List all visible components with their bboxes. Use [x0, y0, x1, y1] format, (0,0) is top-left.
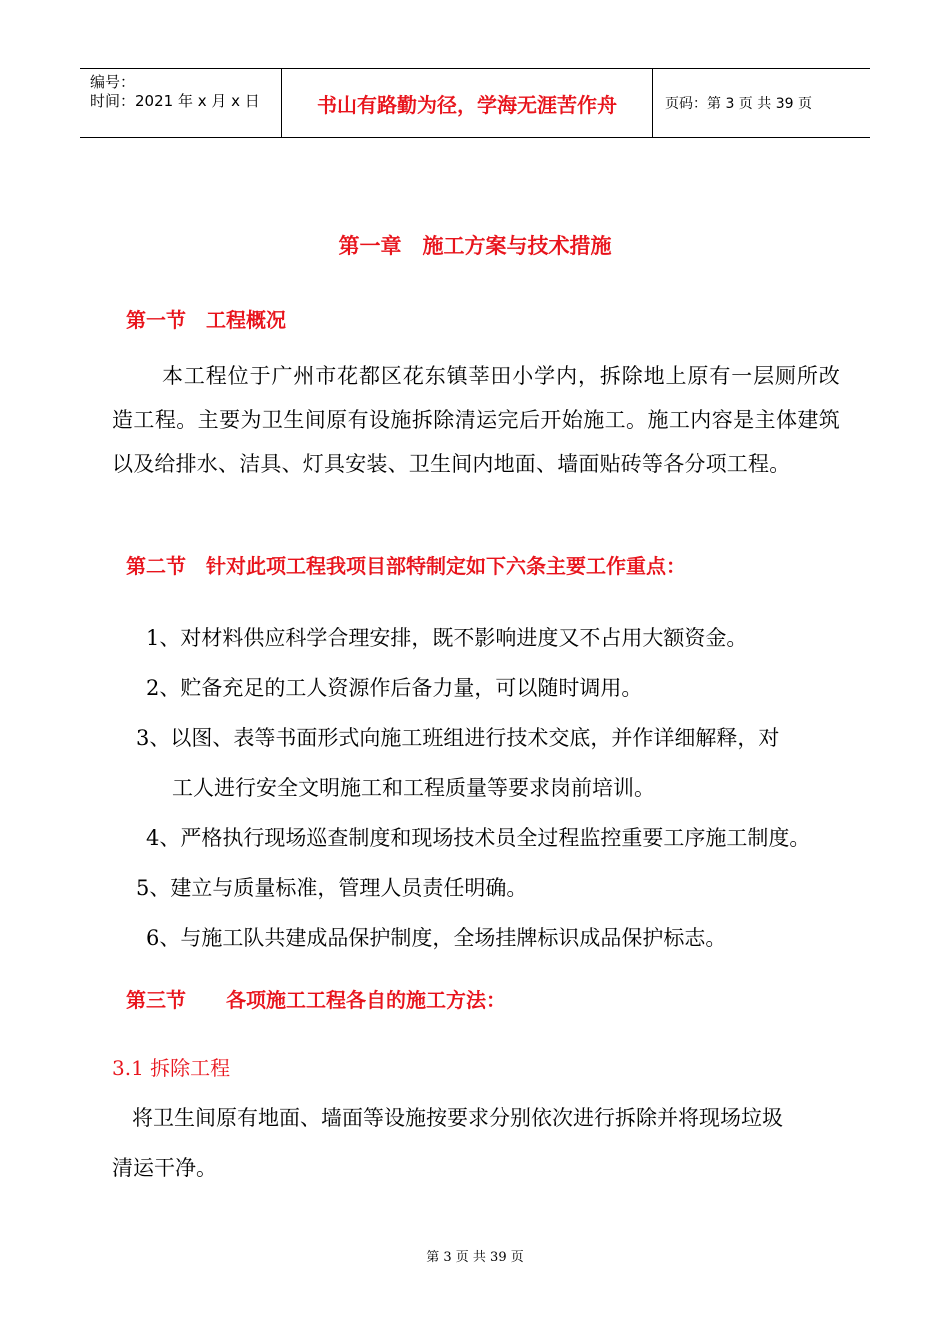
section3-title: 第三节 各项施工工程各自的施工方法： — [126, 988, 506, 1012]
time-label: 时间：2021 年 x 月 x 日 — [90, 92, 260, 110]
header-meta — [80, 69, 282, 137]
header-page-info: 页码：第 3 页 共 39 页 — [665, 96, 812, 112]
section2-title: 第二节 针对此项工程我项目部特制定如下六条主要工作重点： — [126, 554, 686, 578]
list-item: 2、贮备充足的工人资源作后备力量，可以随时调用。 — [146, 676, 643, 700]
list-item: 4、严格执行现场巡查制度和现场技术员全过程监控重要工序施工制度。 — [146, 826, 811, 850]
header-motto: 书山有路勤为径，学海无涯苦作舟 — [282, 69, 653, 137]
list-item: 3、以图、表等书面形式向施工班组进行技术交底，并作详细解释，对 — [136, 726, 780, 750]
number-label: 编号： — [90, 73, 136, 91]
list-item: 1、对材料供应科学合理安排，既不影响进度又不占用大额资金。 — [146, 626, 748, 650]
section3-line1: 将卫生间原有地面、墙面等设施按要求分别依次进行拆除并将现场垃圾 — [132, 1106, 783, 1130]
section3-line2: 清运干净。 — [112, 1156, 217, 1180]
page-footer: 第 3 页 共 39 页 — [426, 1250, 524, 1265]
section1-title: 第一节 工程概况 — [126, 308, 286, 332]
list-item-continued: 工人进行安全文明施工和工程质量等要求岗前培训。 — [172, 776, 655, 800]
list-item: 5、建立与质量标准，管理人员责任明确。 — [136, 876, 528, 900]
section1-paragraph: 本工程位于广州市花都区花东镇莘田小学内，拆除地上原有一层厕所改造工程。主要为卫生间原有设施拆除清运完后开始施工。施工内容是主体建筑以及给排水、洁具、灯具安装、卫生间内地面、墙面贴砖等各分项工程。 — [112, 364, 840, 476]
subsection-title: 3.1 拆除工程 — [112, 1056, 231, 1080]
list-item: 6、与施工队共建成品保护制度，全场挂牌标识成品保护标志。 — [146, 926, 727, 950]
page-header — [80, 68, 870, 138]
chapter-title: 第一章 施工方案与技术措施 — [338, 234, 612, 258]
